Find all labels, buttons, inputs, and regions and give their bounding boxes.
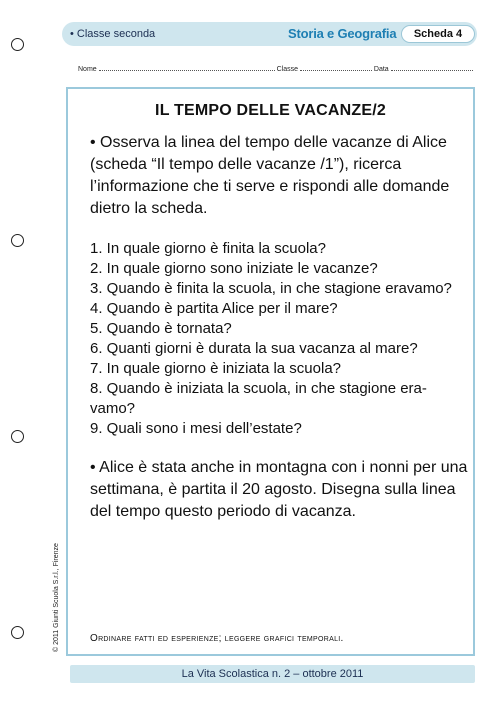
- class-level-label: • Classe seconda: [70, 28, 156, 40]
- binder-hole-2: [11, 234, 24, 247]
- footer-bar: [70, 665, 475, 683]
- skills-note: Ordinare fatti ed esperienze; leggere grafici temporali.: [90, 633, 344, 644]
- question-item: 3. Quando è finita la scuola, in che stagione eravamo?: [90, 280, 452, 297]
- header-bar: [62, 22, 477, 46]
- binder-hole-1: [11, 38, 24, 51]
- question-item: 9. Quali sono i mesi dell’estate?: [90, 420, 302, 437]
- worksheet-title: IL TEMPO DELLE VACANZE/2: [155, 102, 386, 119]
- question-item: 8. Quando è iniziata la scuola, in che stagione era- vamo?: [90, 380, 427, 417]
- question-list: [90, 239, 470, 439]
- copyright-note: © 2011 Giunti Scuola S.r.l., Firenze: [53, 543, 60, 652]
- question-item: 5. Quando è tornata?: [90, 320, 232, 337]
- date-label: Data: [373, 66, 389, 73]
- class-field[interactable]: [300, 64, 372, 71]
- question-item: 6. Quanti giorni è durata la sua vacanza al mare?: [90, 340, 418, 357]
- instruction-paragraph-2: • Alice è stata anche in montagna con i nonni per una settimana, è partita il 20 agosto. Disegna sulla linea del tempo questo periodo di vacanza.: [90, 459, 468, 520]
- date-field[interactable]: [391, 64, 473, 71]
- question-item: 1. In quale giorno è finita la scuola?: [90, 240, 326, 257]
- question-item: 4. Quando è partita Alice per il mare?: [90, 300, 338, 317]
- subject-label: Storia e Geografia: [288, 26, 397, 41]
- sheet-number-badge: Scheda 4: [401, 25, 475, 43]
- name-field[interactable]: [99, 64, 275, 71]
- question-item: 7. In quale giorno è iniziata la scuola?: [90, 360, 342, 377]
- binder-hole-3: [11, 430, 24, 443]
- student-info-line: [78, 64, 478, 73]
- worksheet-frame: [66, 87, 475, 656]
- question-item: 2. In quale giorno sono iniziate le vacanze?: [90, 260, 378, 277]
- name-label: Nome: [78, 66, 97, 73]
- instruction-paragraph-1: • Osserva la linea del tempo delle vacanze di Alice (scheda “Il tempo delle vacanze /1”), ricerca l’informazione che ti serve e rispondi alle domande dietro la scheda.: [90, 134, 450, 217]
- class-field-label: Classe: [276, 66, 298, 73]
- footer-text: La Vita Scolastica n. 2 – ottobre 2011: [181, 668, 364, 680]
- binder-hole-4: [11, 626, 24, 639]
